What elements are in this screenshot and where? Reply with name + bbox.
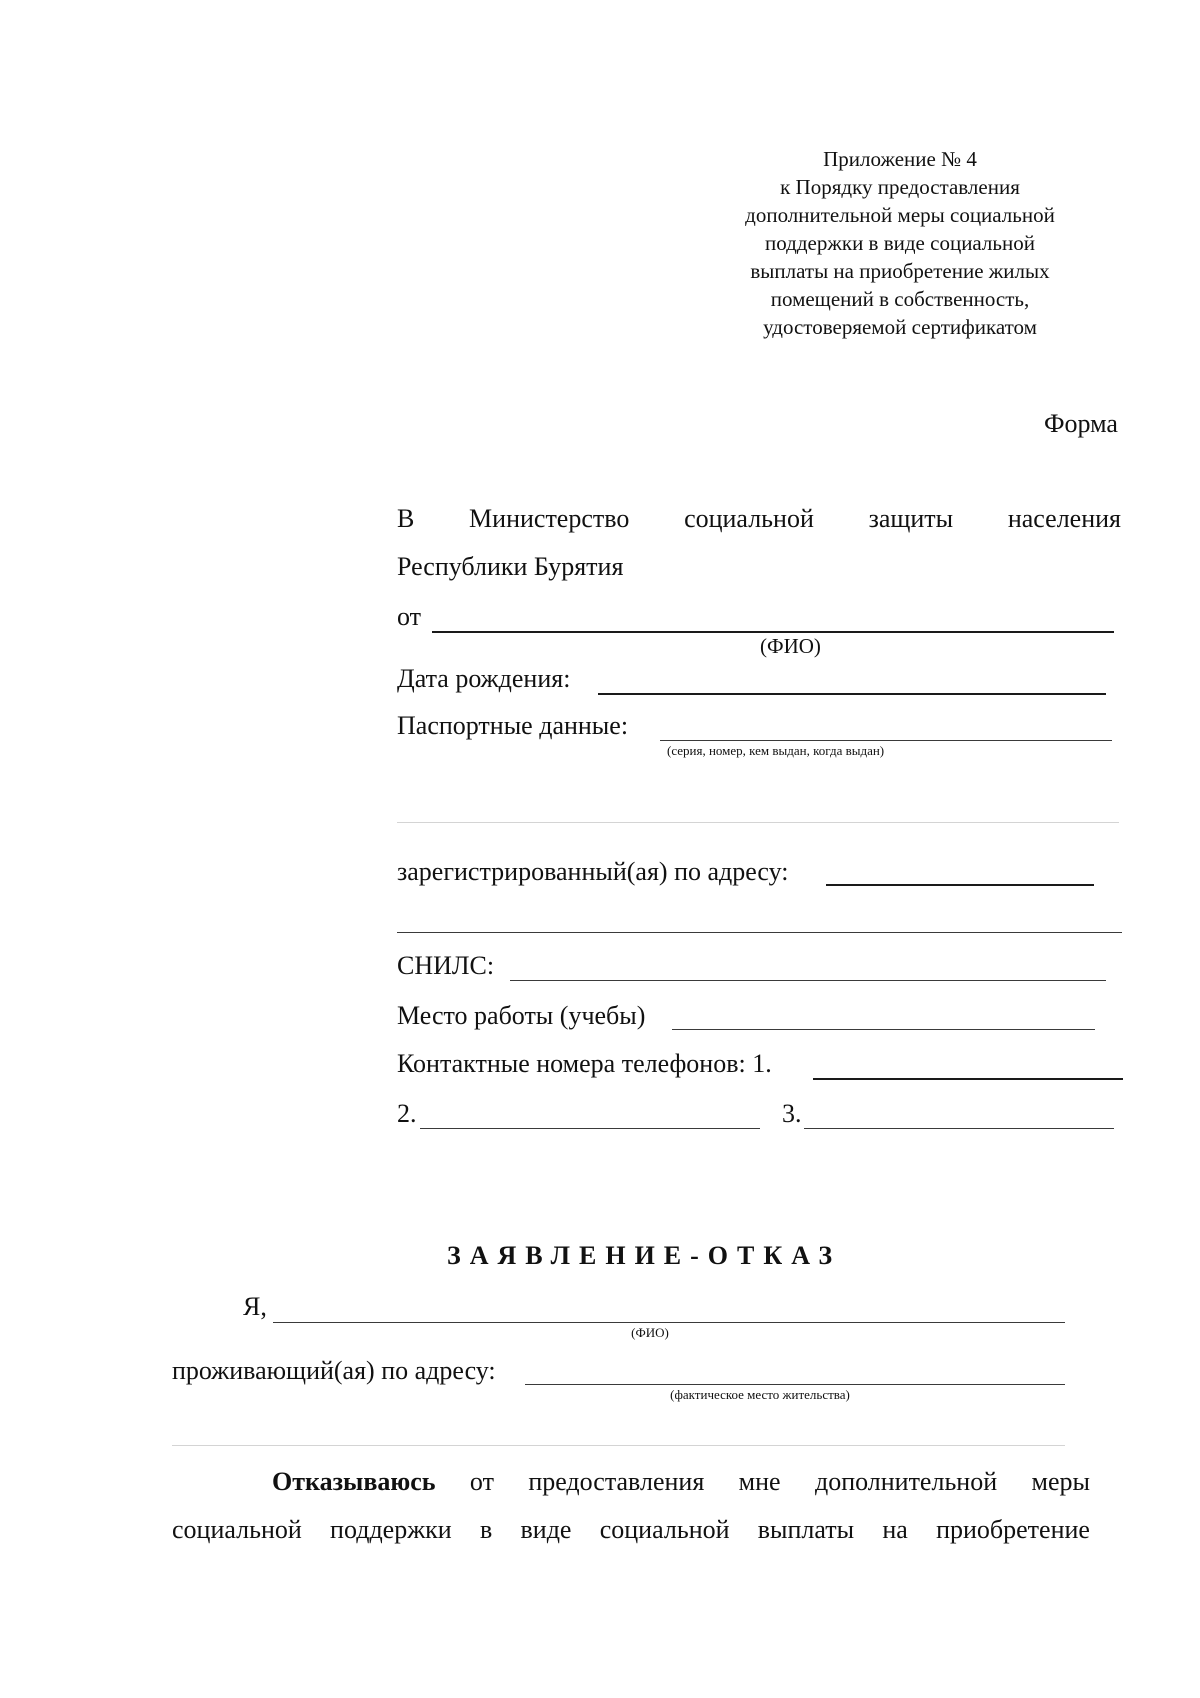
snils-field[interactable]	[510, 980, 1106, 981]
passport-field[interactable]	[660, 740, 1112, 741]
refusal-paragraph-line-2	[172, 1514, 1090, 1546]
passport-field-continuation[interactable]	[397, 822, 1119, 823]
statement-fio-hint: (ФИО)	[631, 1325, 669, 1340]
paragraph-word: в	[479, 1515, 493, 1544]
paragraph-word: меры	[1031, 1467, 1090, 1496]
fio-field[interactable]	[432, 631, 1114, 633]
addressee-word: защиты	[868, 504, 954, 533]
addressee-line-2: Республики Бурятия	[397, 552, 624, 581]
refuse-word: Отказываюсь	[272, 1467, 436, 1496]
addressee-word: населения	[1007, 504, 1121, 533]
paragraph-word: поддержки	[330, 1515, 452, 1544]
passport-hint: (серия, номер, кем выдан, когда выдан)	[667, 743, 885, 758]
paragraph-word: мне	[738, 1467, 781, 1496]
phone-1-field[interactable]	[813, 1078, 1123, 1080]
paragraph-word: виде	[520, 1515, 572, 1544]
addressee-word: Министерство	[469, 504, 630, 533]
appendix-line: помещений в собственность,	[770, 287, 1030, 311]
phone-3-field[interactable]	[804, 1128, 1114, 1129]
registered-address-label: зарегистрированный(ая) по адресу:	[397, 857, 789, 886]
birth-date-field[interactable]	[598, 693, 1106, 695]
registered-address-field[interactable]	[826, 884, 1094, 886]
addressee-word: В	[397, 504, 415, 533]
form-label: Форма	[1044, 409, 1118, 438]
residence-field[interactable]	[525, 1384, 1065, 1385]
phone-2-label: 2.	[397, 1099, 417, 1128]
registered-address-field-continuation[interactable]	[397, 932, 1122, 933]
paragraph-word: социальной	[599, 1515, 730, 1544]
paragraph-word: социальной	[172, 1515, 302, 1544]
appendix-line: поддержки в виде социальной	[765, 231, 1035, 255]
birth-date-label: Дата рождения:	[397, 664, 571, 693]
passport-label: Паспортные данные:	[397, 711, 629, 740]
paragraph-word: на	[882, 1515, 908, 1544]
paragraph-word: от	[469, 1467, 494, 1496]
appendix-header	[700, 145, 1100, 341]
statement-title: ЗАЯВЛЕНИЕ-ОТКАЗ	[447, 1241, 842, 1270]
appendix-line: выплаты на приобретение жилых	[750, 259, 1050, 283]
addressee-line-1	[397, 503, 1121, 535]
refusal-paragraph-line-1	[272, 1466, 1090, 1498]
work-place-label: Место работы (учебы)	[397, 1001, 646, 1030]
statement-i-label: Я,	[243, 1292, 267, 1321]
appendix-line: Приложение № 4	[823, 147, 977, 171]
appendix-line: к Порядку предоставления	[780, 175, 1020, 199]
paragraph-word: приобретение	[936, 1515, 1090, 1544]
addressee-word: социальной	[684, 504, 814, 533]
phone-2-field[interactable]	[420, 1128, 760, 1129]
residence-hint: (фактическое место жительства)	[670, 1387, 850, 1402]
residence-field-continuation[interactable]	[172, 1445, 1065, 1446]
paragraph-word: выплаты	[757, 1515, 855, 1544]
phones-label: Контактные номера телефонов: 1.	[397, 1049, 772, 1078]
appendix-line: дополнительной меры социальной	[745, 203, 1055, 227]
fio-hint: (ФИО)	[760, 634, 821, 658]
from-label: от	[397, 602, 422, 631]
work-place-field[interactable]	[672, 1029, 1095, 1030]
phone-3-label: 3.	[782, 1099, 802, 1128]
snils-label: СНИЛС:	[397, 951, 495, 980]
paragraph-word: предоставления	[528, 1467, 705, 1496]
residing-label: проживающий(ая) по адресу:	[172, 1356, 496, 1385]
statement-fio-field[interactable]	[273, 1322, 1065, 1323]
paragraph-word: дополнительной	[814, 1467, 998, 1496]
appendix-line: удостоверяемой сертификатом	[763, 315, 1037, 339]
